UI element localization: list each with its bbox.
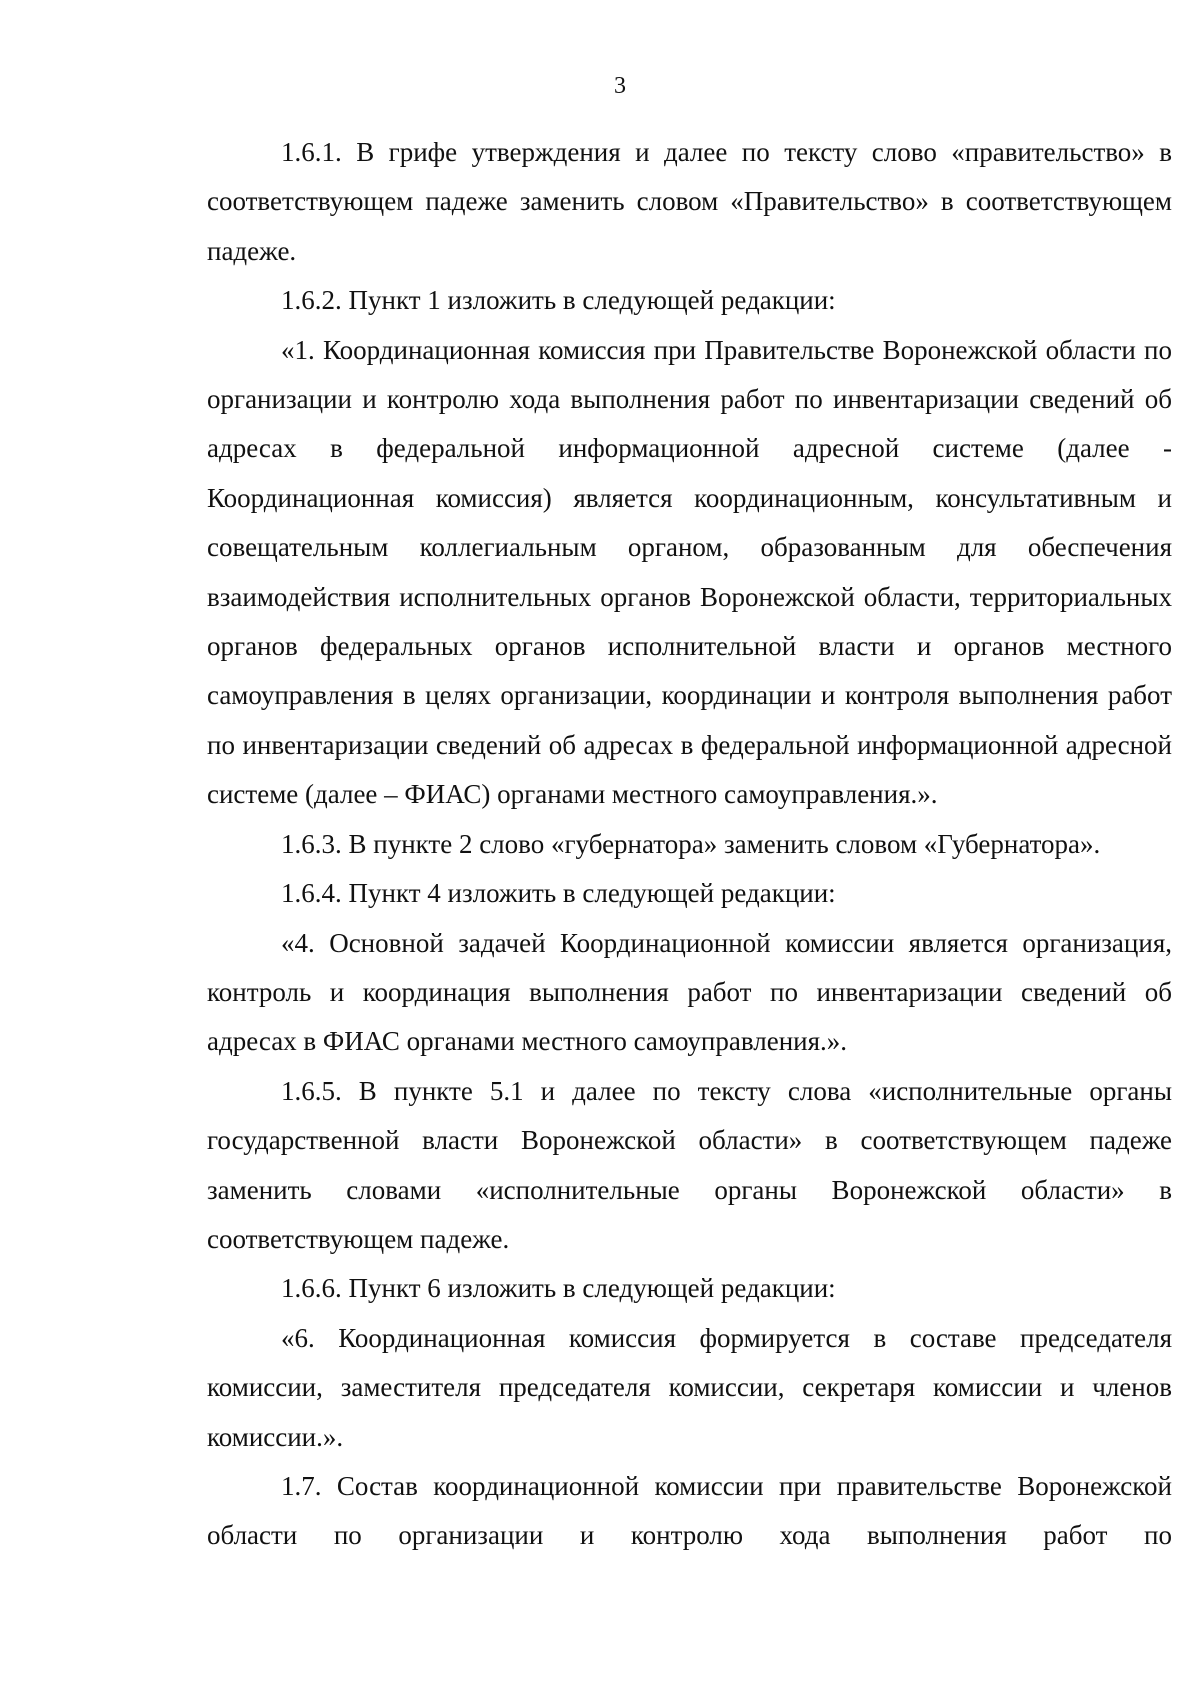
paragraph-point-1-text: «1. Координационная комиссия при Правительстве Воронежской области по организации и контролю хода выполнения работ по инвентаризации сведений об адресах в федеральной информационной адресной системе (далее - Координационная комиссия) является координационным, консультативным и совещательным коллегиальным органом, образованным для обеспечения взаимодействия исполнительных органов Воронежской области, территориальных органов федеральных органов исполнительной власти и органов местного самоуправления в целях организации, координации и контроля выполнения работ по инвентаризации сведений об адресах в федеральной информационной адресной системе (далее – ФИАС) органами местного самоуправления.». bbox=[207, 334, 1172, 810]
paragraph-point-6-text: «6. Координационная комиссия формируется в составе председателя комиссии, заместителя председателя комиссии, секретаря комиссии и членов комиссии.». bbox=[207, 1322, 1172, 1452]
paragraph-1-6-4: 1.6.4. Пункт 4 изложить в следующей редакции: bbox=[281, 878, 836, 909]
paragraph-1-6-2: 1.6.2. Пункт 1 изложить в следующей редакции: bbox=[281, 285, 836, 316]
paragraph-1-6-3: 1.6.3. В пункте 2 слово «губернатора» заменить словом «Губернатора». bbox=[281, 828, 1101, 859]
page-number: 3 bbox=[614, 73, 626, 99]
paragraph-1-6-6: 1.6.6. Пункт 6 изложить в следующей редакции: bbox=[281, 1273, 836, 1304]
paragraph-1-7: 1.7. Состав координационной комиссии при правительстве Воронежской области по организации и контролю хода выполнения работ по bbox=[207, 1470, 1172, 1551]
paragraph-point-4-text: «4. Основной задачей Координационной комиссии является организация, контроль и координация выполнения работ по инвентаризации сведений об адресах в ФИАС органами местного самоуправления.». bbox=[207, 927, 1172, 1057]
document-body bbox=[207, 128, 1172, 1561]
paragraph-1-6-1: 1.6.1. В грифе утверждения и далее по тексту слово «правительство» в соответствующем падеже заменить словом «Правительство» в соответствующем падеже. bbox=[207, 137, 1172, 266]
paragraph-1-6-5: 1.6.5. В пункте 5.1 и далее по тексту слова «исполнительные органы государственной власти Воронежской области» в соответствующем падеже заменить словами «исполнительные органы Воронежской области» в соответствующем падеже. bbox=[207, 1075, 1172, 1254]
